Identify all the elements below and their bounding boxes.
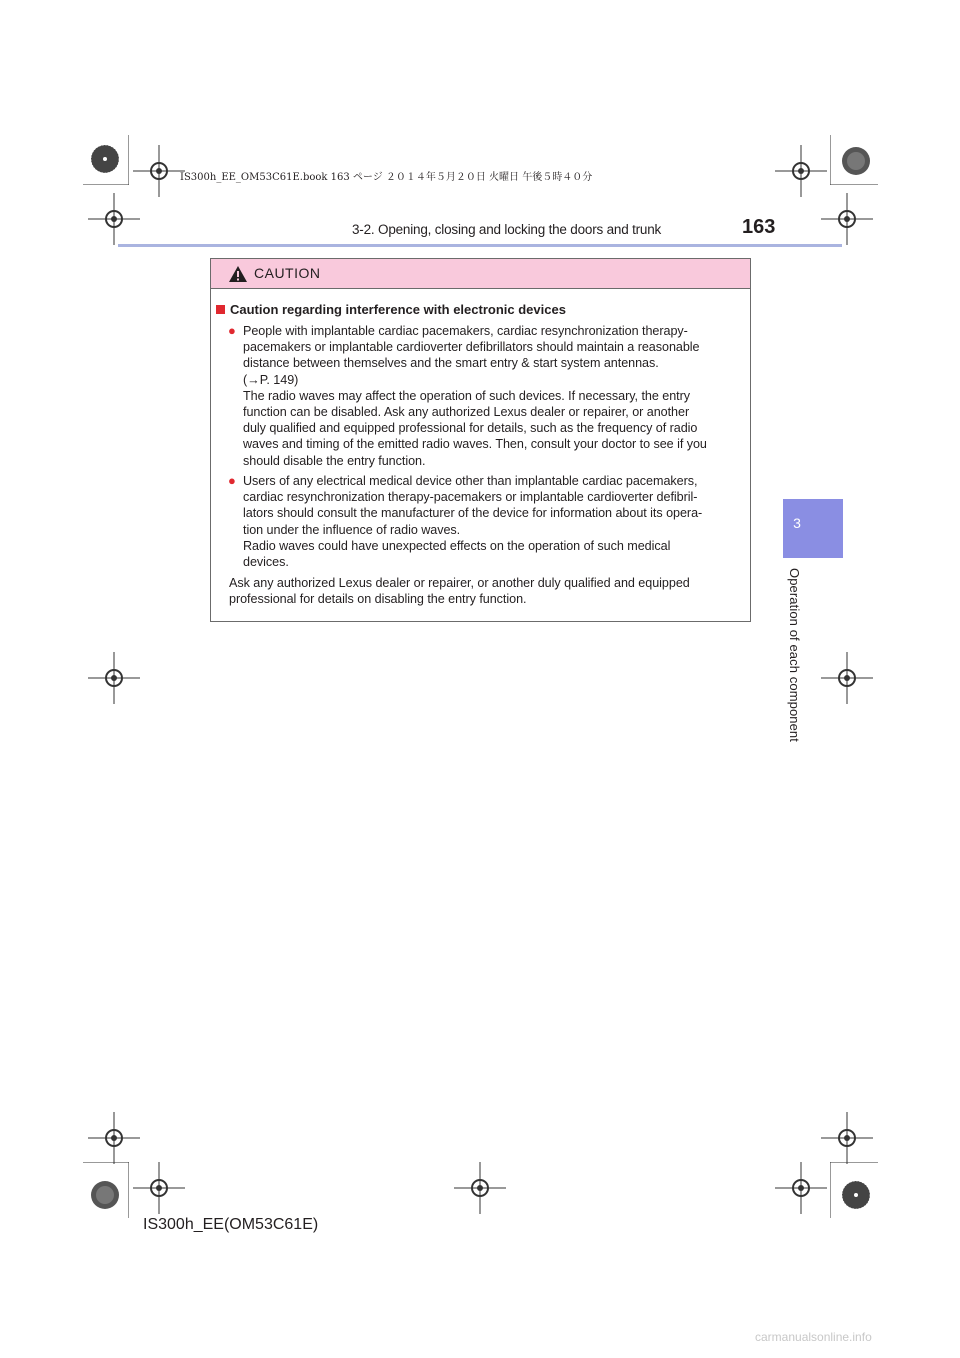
chapter-tab xyxy=(783,499,843,558)
caution-subheading: Caution regarding interference with electronic devices xyxy=(216,302,566,317)
chapter-title: Operation of each component xyxy=(787,568,802,742)
registration-wheel-icon xyxy=(830,135,878,185)
chapter-number: 3 xyxy=(793,515,801,531)
bullet-paragraph: Users of any electrical medical device other than implantable cardiac pacemakers, cardiac resynchronization therapy-pacemakers or implantable cardioverter defibril- lators should consult the manufacturer of the device for information about its opera- tion under the influence of radio waves. Radio waves could have unexpected effects on the operation of such medical devices. xyxy=(243,474,703,570)
warning-triangle-icon xyxy=(228,265,248,288)
crosshair-icon xyxy=(821,1112,873,1164)
crosshair-icon xyxy=(88,652,140,704)
crosshair-icon xyxy=(821,652,873,704)
crosshair-icon xyxy=(775,1162,827,1214)
square-bullet-icon xyxy=(216,305,225,314)
page-number: 163 xyxy=(742,216,776,238)
caution-box xyxy=(210,258,751,622)
print-header: IS300h_EE_OM53C61E.book 163 ページ ２０１４年５月２０日 火曜日 午後５時４０分 xyxy=(180,172,593,183)
header-rule xyxy=(118,244,842,247)
crosshair-icon xyxy=(88,1112,140,1164)
registration-wheel-icon xyxy=(83,1162,129,1218)
crosshair-icon xyxy=(821,193,873,245)
caution-header xyxy=(211,259,750,289)
registration-wheel-icon xyxy=(830,1162,878,1218)
crosshair-icon xyxy=(454,1162,506,1214)
watermark[interactable]: carmanualsonline.info xyxy=(755,1330,872,1344)
caution-title: CAUTION xyxy=(254,265,321,281)
crosshair-icon xyxy=(775,145,827,197)
footer-model-code: IS300h_EE(OM53C61E) xyxy=(143,1216,319,1233)
registration-wheel-icon xyxy=(83,135,129,185)
bullet-paragraph: People with implantable cardiac pacemakers, cardiac resynchronization therapy- pacemakers or implantable cardioverter defibrillators should maintain a reasonable distance between themselves and the smart entry & start system antennas. (→P. 149) The radio waves may affect the operation of such devices. If necessary, the entry function can be disabled. Ask any authorized Lexus dealer or repairer, or another duly qualified and equipped professional for details, such as the frequency of radio waves and timing of the emitted radio waves. Then, consult your doctor to see if you should disable the entry function. xyxy=(243,324,707,468)
section-title: 3-2. Opening, closing and locking the doors and trunk xyxy=(352,222,662,237)
bullet-icon: ● xyxy=(228,473,236,488)
crosshair-icon xyxy=(133,145,185,197)
crosshair-icon xyxy=(133,1162,185,1214)
closing-paragraph: Ask any authorized Lexus dealer or repairer, or another duly qualified and equipped professional for details on disabling the entry function. xyxy=(229,576,690,607)
crosshair-icon xyxy=(88,193,140,245)
bullet-icon: ● xyxy=(228,323,236,338)
